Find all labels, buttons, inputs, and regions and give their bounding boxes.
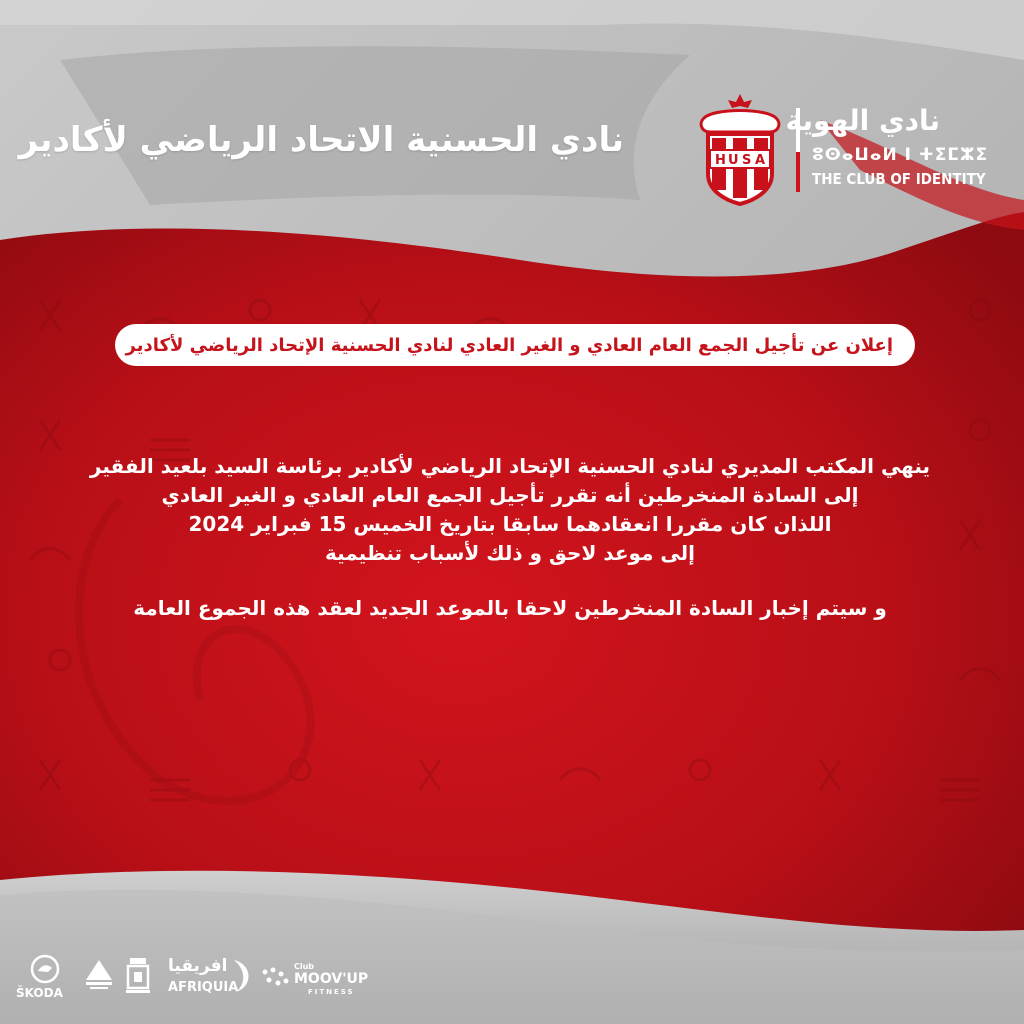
afriquia-swoosh-icon	[230, 956, 254, 996]
sponsor-moovup: MOOV'UP	[294, 971, 369, 987]
brand-english-name: THE CLUB OF IDENTITY	[812, 170, 986, 188]
sponsor-moovup-fitness: FITNESS	[308, 988, 355, 996]
castle-logo-icon	[82, 958, 116, 994]
announcement-headline	[115, 324, 915, 366]
crest-letter-s: S	[742, 153, 752, 168]
brand-arabic-name: نادي الهوية	[785, 104, 940, 137]
sponsor-afriquia-arabic: افريقيا	[168, 956, 228, 976]
announcement-line: إلى السادة المنخرطين أنه تقرر تأجيل الجمع العام العادي و الغير العادي	[161, 483, 859, 507]
crest-letter-a: A	[755, 153, 766, 168]
moovup-dots-icon	[260, 966, 290, 988]
skoda-logo-icon	[30, 954, 60, 984]
tower-logo-icon	[124, 956, 152, 996]
sponsor-afriquia: AFRIQUIA	[168, 980, 239, 995]
husa-crest-icon	[694, 88, 786, 208]
sponsor-moovup-club: Club	[294, 962, 315, 971]
page-title: نادي الحسنية الاتحاد الرياضي لأكادير	[18, 120, 624, 160]
announcement-closing: و سيتم إخبار السادة المنخرطين لاحقا بالموعد الجديد لعقد هذه الجموع العامة	[133, 596, 887, 620]
announcement-line: ينهي المكتب المديري لنادي الحسنية الإتحاد الرياضي لأكادير برئاسة السيد بلعيد الفقير	[89, 454, 931, 478]
sponsor-skoda: ŠKODA	[16, 986, 63, 1000]
crest-letter-h: H	[715, 153, 726, 168]
announcement-line: اللذان كان مقررا انعقادهما سابقا بتاريخ الخميس 15 فبراير 2024	[188, 512, 832, 536]
sponsor-logos	[10, 948, 370, 1008]
announcement-line: إلى موعد لاحق و ذلك لأسباب تنظيمية	[324, 541, 696, 565]
announcement-body	[80, 452, 940, 623]
brand-tifinagh-name: ⵓⵙⴰⵡⴰⵍ ⵏ ⵜⵉⵎⵣⵉ	[812, 145, 989, 165]
crest-letter-u: U	[728, 153, 739, 168]
announcement-headline-text: إعلان عن تأجيل الجمع العام العادي و الغير العادي لنادي الحسنية الإتحاد الرياضي لأكادير	[125, 334, 893, 356]
